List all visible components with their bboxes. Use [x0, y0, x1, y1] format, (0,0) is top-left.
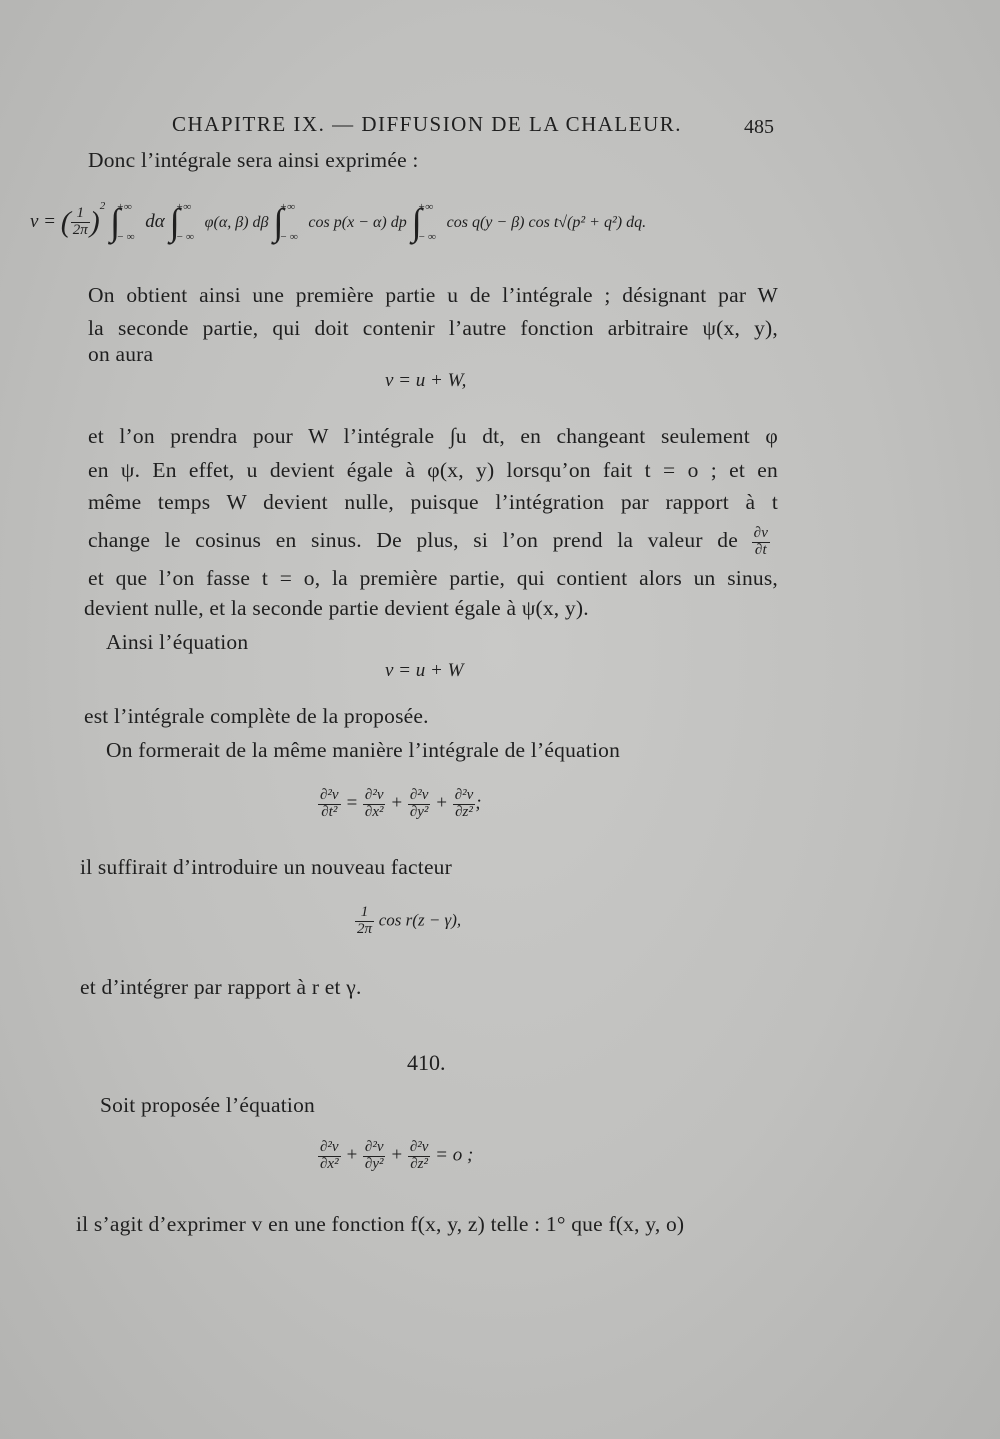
equation: v = u + W — [385, 660, 464, 681]
paragraph-line: On obtient ainsi une première partie u de l’intégrale ; désignant par W — [88, 283, 778, 307]
paragraph-line: il suffirait d’introduire un nouveau facteur — [80, 855, 452, 879]
paragraph-line: et l’on prendra pour W l’intégrale ∫u dt, en changeant seulement φ — [88, 424, 778, 448]
integral-sign-icon: ∫ — [273, 201, 284, 244]
paragraph-line: on aura — [88, 342, 154, 366]
paragraph-line: On formerait de la même manière l’intégrale de l’équation — [106, 738, 621, 762]
paragraph-line: change le cosinus en sinus. De plus, si l’on prend la valeur de $\frac{\partial v}{\partial t}$ — [88, 525, 769, 558]
integral-sign-icon: ∫ — [110, 201, 121, 244]
paragraph-line: et que l’on fasse t = o, la première partie, qui contient alors un sinus, — [88, 566, 778, 590]
paragraph-line: devient nulle, et la seconde partie devient égale à ψ(x, y). — [84, 596, 589, 620]
paragraph-line: Ainsi l’équation — [106, 630, 249, 654]
paragraph-line: Soit proposée l’équation — [100, 1093, 315, 1117]
paragraph-line: Donc l’intégrale sera ainsi exprimée : — [88, 148, 419, 172]
wave-equation: $\frac{\text{∂²v}}{\text{∂t²}}$ = $\frac{\text{∂²v}}{\text{∂x²}}$ + $\frac{\text{∂²v}}{\text{∂y²}}$ + $\frac{\text{∂²v}}{\text{∂z²}}$ ; — [320, 787, 482, 820]
paragraph-line: la seconde partie, qui doit contenir l’autre fonction arbitraire ψ(x, y), — [88, 316, 778, 340]
factor-expression: $\frac{1}{2\pi}$ cos r(z − γ), — [357, 904, 462, 937]
paragraph-line: il s’agit d’exprimer v en une fonction f(x, y, z) telle : 1° que f(x, y, o) — [76, 1212, 685, 1236]
section-number: 410. — [407, 1050, 446, 1075]
equation: v = u + W, — [385, 370, 467, 391]
coef-fraction: $\frac{1}{2\pi}$ — [72, 205, 88, 239]
eq-lhs: v = — [30, 211, 57, 232]
paragraph-line: et d’intégrer par rapport à r et γ. — [80, 975, 362, 999]
paragraph-line: en ψ. En effet, u devient égale à φ(x, y) lorsqu’on fait t = o ; et en — [88, 458, 778, 482]
integral-equation: v = ( $\frac{1}{2\pi}$ )$^2$ ∫ +∞ − ∞ dα ∫ +∞ − ∞ φ(α, β) dβ ∫ +∞ − ∞ cos p(x − α) dp ∫ +∞ − ∞ cos q(y − β) cos t√(p² + q²) dq. — [30, 200, 647, 244]
page-number: 485 — [744, 116, 774, 138]
laplace-equation: $\frac{\text{∂²v}}{\text{∂x²}}$ + $\frac{\text{∂²v}}{\text{∂y²}}$ + $\frac{\text{∂²v}}{\text{∂z²}}$ = o ; — [320, 1139, 474, 1172]
paragraph-line: est l’intégrale complète de la proposée. — [84, 704, 429, 728]
paragraph-line: même temps W devient nulle, puisque l’intégration par rapport à t — [88, 490, 778, 514]
integral-sign-icon: ∫ — [411, 201, 422, 244]
running-header: CHAPITRE IX. — DIFFUSION DE LA CHALEUR. — [172, 112, 683, 136]
integral-sign-icon: ∫ — [169, 201, 180, 244]
partial-derivative-fraction: $\frac{\partial v}{\partial t}$ — [753, 525, 769, 558]
